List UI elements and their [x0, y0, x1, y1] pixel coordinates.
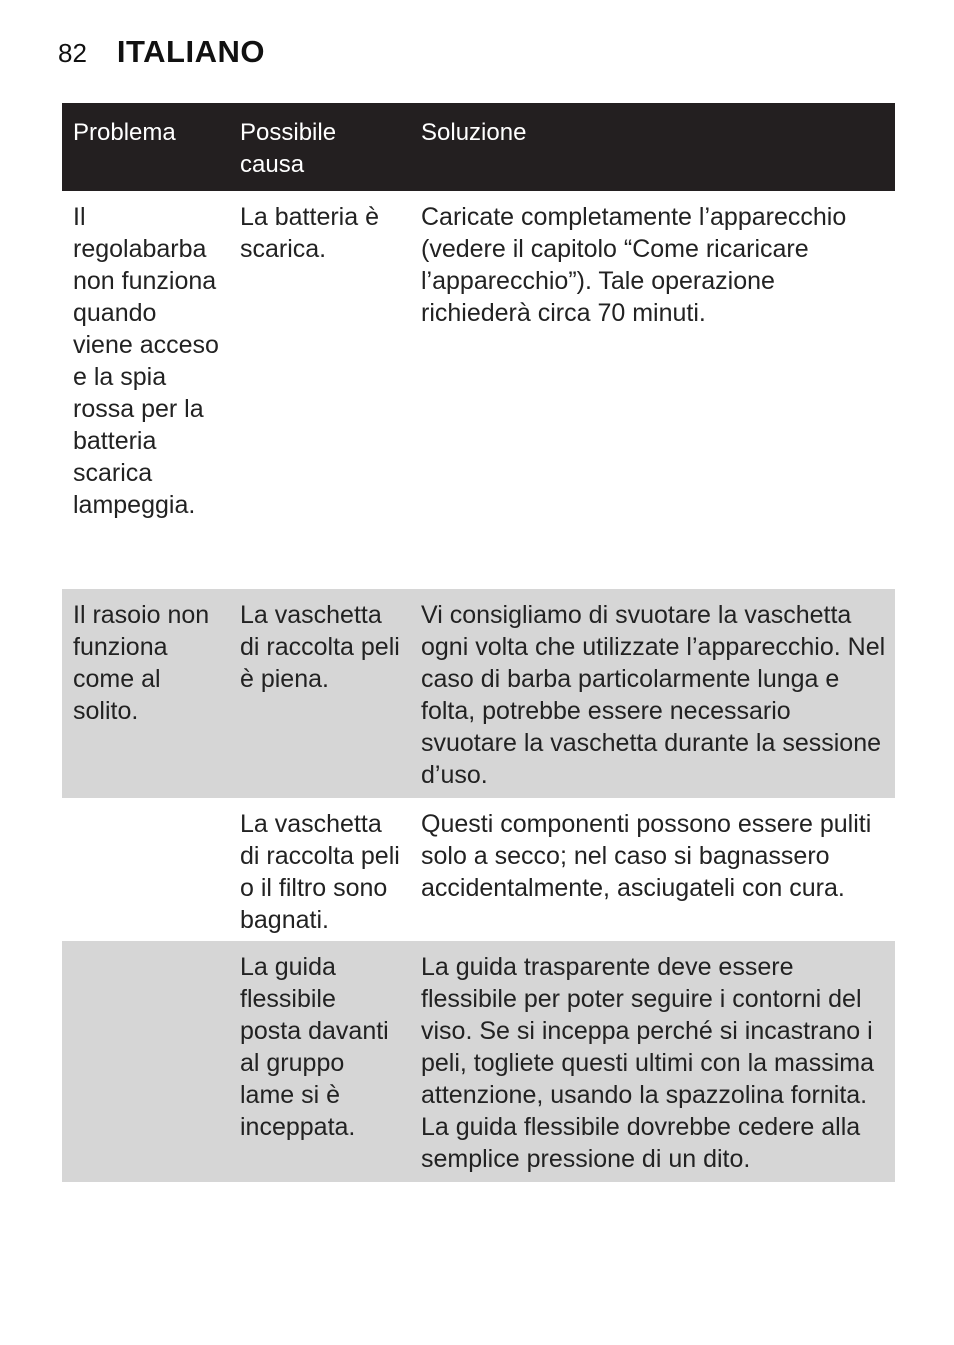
solution-cell: La guida trasparente deve essere flessibile per poter seguire i contorni del viso. Se si inceppa perché si incastrano i peli, togliete questi ultimi con la massima attenzione, usando la spazzolina fornita. La guida flessibile dovrebbe cedere alla semplice pressione di un dito.	[421, 953, 874, 1173]
section-title: ITALIANO	[116, 34, 265, 69]
troubleshooting-table	[62, 103, 895, 1182]
solution-cell: Caricate completamente l’apparecchio (vedere il capitolo “Come ricaricare l’apparecchio”). Tale operazione richiederà circa 70 minuti.	[421, 203, 847, 327]
table-header-row	[62, 103, 895, 191]
solution-cell: Questi componenti possono essere puliti solo a secco; nel caso si bagnassero accidentalmente, asciugateli con cura.	[421, 810, 872, 902]
problem-cell: Il rasoio non funziona come al solito.	[73, 601, 210, 725]
table-row	[62, 589, 895, 798]
problem-cell	[62, 941, 229, 1182]
column-header-cause: Possibile causa	[240, 119, 337, 178]
column-header-problem: Problema	[73, 119, 176, 146]
cause-cell: La batteria è scarica.	[240, 203, 379, 263]
table-row	[62, 191, 895, 589]
problem-cell	[62, 798, 229, 941]
cause-cell: La vaschetta di raccolta peli o il filtro sono bagnati.	[240, 810, 400, 934]
page-header	[58, 34, 265, 70]
problem-cell: Il regolabarba non funziona quando viene acceso e la spia rossa per la batteria scarica lampeggia.	[73, 203, 219, 519]
cause-cell: La vaschetta di raccolta peli è piena.	[240, 601, 400, 693]
cause-cell: La guida flessibile posta davanti al gruppo lame si è inceppata.	[240, 953, 389, 1141]
table-row	[62, 798, 895, 941]
page-number: 82	[58, 38, 87, 68]
column-header-solution: Soluzione	[421, 119, 527, 146]
table-row	[62, 941, 895, 1182]
solution-cell: Vi consigliamo di svuotare la vaschetta ogni volta che utilizzate l’apparecchio. Nel caso di barba particolarmente lunga e folta, potrebbe essere necessario svuotare la vaschetta durante la sessione d’uso.	[421, 601, 886, 789]
